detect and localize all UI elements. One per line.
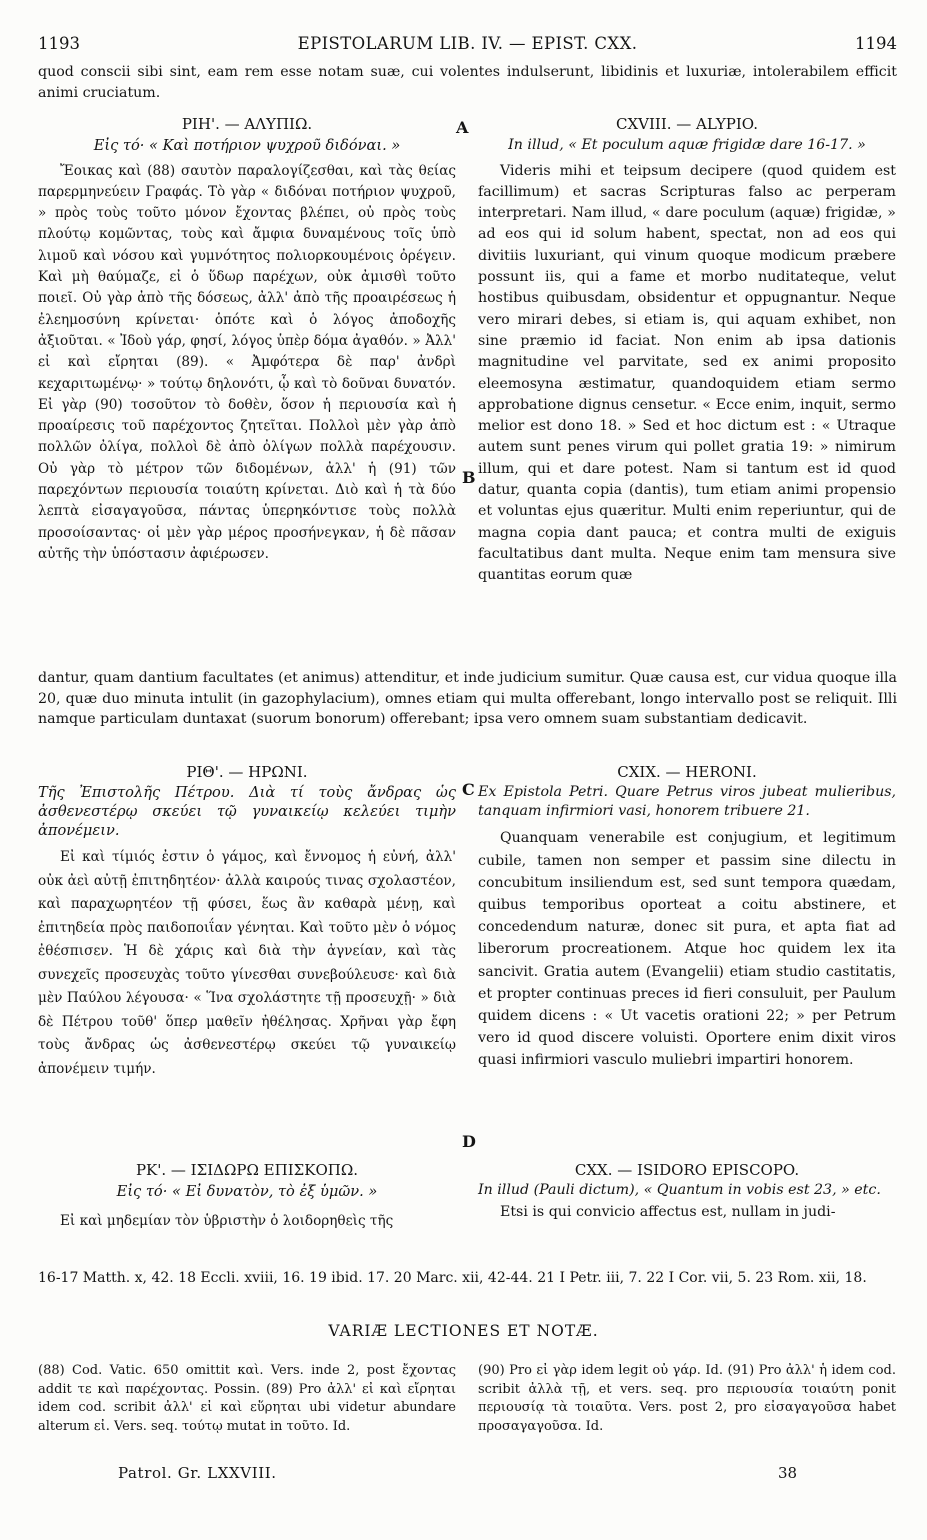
margin-letter-c: C [462,780,475,799]
ep118-greek-text: Ἔοικας καὶ (88) σαυτὸν παραλογίζεσθαι, καὶ τὰς θείας παρερμηνεύειν Γραφάς. Τὸ γὰρ « διδόναι ποτήριον ψυχροῦ, » πρὸς τοὺς τοῦτο μόνον ἔχοντας βλέπει, οὐ πρὸς τοὺς πλούτῳ κομῶντας, τοὺς καὶ ἄμφια δυναμένους τοῖς ὑπὸ λιμοῦ καὶ νόσου καὶ γυμνότητος πολιορκουμένοις ὀρέγειν. Καὶ μὴ θαύμαζε, εἰ ὁ ὕδωρ παρέχων, οὐκ ἀμισθὶ τοῦτο ποιεῖ. Οὐ γὰρ ἀπὸ τῆς δόσεως, ἀλλ' ἀπὸ τῆς προαιρέσεως ἡ ἐλεημοσύνη κρίνεται· ὁπότε καὶ ὁ λόγος ἀποδοχῆς ἀξιοῦται. « Ἰδοὺ γάρ, φησί, λόγος ὑπὲρ δόμα ἀγαθόν. » Ἀλλ' εἰ καὶ εἴρηται (89). « Ἀμφότερα δὲ παρ' ἀνδρὶ κεχαριτωμένῳ· » τούτῳ δηλονότι, ᾧ καὶ τὸ δοῦναι δυνατόν. Εἰ γὰρ (90) τοσοῦτον τὸ δοθὲν, ὅσον ἡ περιουσία καὶ ἡ προαίρεσις τοῦ παρέχοντος ζητεῖται. Πολλοὶ μὲν γὰρ ἀπὸ πολλῶν ὀλίγα, πολλοὶ δὲ ἀπὸ ὀλίγων πολλὰ παρέχουσιν. Οὐ γὰρ τὸ μέτρον τῶν διδομένων, ἀλλ' ἡ (91) τῶν παρεχόντων περιουσία τοιαύτη κρίνεται. Διὸ καὶ ἡ τὰ δύο λεπτὰ εἰσαγαγοῦσα, πάντας ὑπερηκόντισε τοὺς πολλὰ προσοίσαντας· οἱ μὲν γὰρ μέρος προσήνεγκαν, ἡ δὲ πᾶσαν αὐτῆς τὴν ὑπόστασιν ἀφιέρωσεν. [38,162,456,562]
ep118-latin-subtitle: In illud, « Et poculum aquæ frigidæ dare 16-17. » [508,137,866,154]
ep119-latin [478,762,896,1072]
ep120-greek-subtitle: Εἰς τό· « Εἰ δυνατὸν, τὸ ἐξ ὑμῶν. » [116,1183,378,1201]
right-page-number: 1194 [855,34,897,53]
ep119-latin-text: Quanquam venerabile est conjugium, et legitimum cubile, tamen non semper et passim sine dilectu in concubitum insiliendum est, sed sunt tempora quædam, quibus temporibus oporteat a coitu abstinere, et concedendum naturæ, donec sit pura, et apta fiat ad liberorum procreationem. Atque hoc quidem lex ita sancivit. Gratia autem (Evangelii) etiam studio castitatis, et propter continuas preces id fieri consuluit, per Paulum quidem dicens : « Ut vacetis orationi 22; » per Petrum vero id quod discere voluisti. Oportere enim dixit viros quasi infirmiori vasculo muliebri impartiri honorem. [478,830,896,1069]
margin-letter-d: D [462,1132,476,1151]
ep118-continuation: dantur, quam dantium facultates (et animus) attenditur, et inde judicium sumitur. Quæ causa est, cur vidua quoque illa 20, quæ duo minuta intulit (in gazophylacium), omnes etiam qui multa offerebant, longo intervallo post se reliquit. Illi namque particulam duntaxat (suorum bonorum) offerebant; ipsa vero omnem suam substantiam dedicavit. [38,670,897,728]
variae-notes-right: (90) Pro εἰ γὰρ idem legit οὐ γάρ. Id. (91) Pro ἀλλ' ἡ idem cod. scribit ἀλλὰ τῇ, et vers. seq. pro περιουσία τοιαύτη ponit περιουσίᾳ τὰ τοιαῦτα. Vers. post 2, pro εἰσαγαγοῦσα habet προσαγαγοῦσα. Id. [478,1363,896,1434]
ep119-latin-title: CXIX. — HERONI. [617,763,757,781]
ep120-latin-title: CXX. — ISIDORO EPISCOPO. [574,1161,800,1179]
footer-signature: 38 [778,1464,798,1482]
ep118-latin-text: Videris mihi et teipsum decipere (quod quidem est facillimum) et sacras Scripturas falso ac perperam interpretari. Nam illud, « dare poculum (aquæ) frigidæ, » ad eos qui id solum habent, spectat, non ad eos qui divitiis luxuriant, qui vinum quoque modicum præbere possunt iis, qui a fame et morbo nuditateque, velut hostibus quibusdam, obsidentur et oppugnantur. Neque vero mirari debes, si etiam is, qui aquam exhibet, non sine præmio id faciat. Non enim ab ipsa dationis magnitudine vel parvitate, sed ex animi proposito eleemosyna æstimatur, quandoquidem etiam sermo approbatione dignus censetur. « Ecce enim, inquit, sermo melior est dono 18. » Sed et hoc dictum est : « Utraque autem sunt penes virum qui pollet gratia 19: » nimirum illum, qui et dare potest. Nam si tantum est id quod datur, quanta copia (dantis), tum etiam animi propensio et voluntas ejus quæritur. Multi enim reperiuntur, qui de magna copia dant pauca; et contra multi de exiguis facultatibus dant multa. Neque enim tam mensura sive quantitas eorum quæ [478,162,896,584]
intro-text: quod conscii sibi sint, eam rem esse notam suæ, cui volentes indulserunt, libidinis et luxuriæ, intolerabilem efficit animi cruciatum. [38,64,897,101]
ep119-greek [38,762,456,1081]
ep118-latin [478,114,896,587]
margin-letter-b: B [462,468,476,487]
footer-patrologia: Patrol. Gr. LXXVIII. [118,1464,277,1482]
ep120-greek [38,1160,456,1232]
left-page-number: 1193 [38,34,80,53]
ep120-latin-subtitle: In illud (Pauli dictum), « Quantum in vobis est 23, » etc. [478,1182,881,1199]
running-title: EPISTOLARUM LIB. IV. — EPIST. CXX. [297,34,638,53]
ep120-greek-title: ΡΚ'. — ΙΣΙΔΩΡΩ ΕΠΙΣΚΟΠΩ. [135,1161,359,1179]
variae-heading: VARIÆ LECTIONES ET NOTÆ. [328,1322,599,1340]
page-header [38,34,897,60]
ep119-greek-subtitle: Τῆς Ἐπιστολῆς Πέτρου. Διὰ τί τοὺς ἄνδρας ὡς ἀσθενεστέρῳ σκεύει τῷ γυναικείῳ κελεύει τιμὴν ἀπονέμειν. [38,784,456,840]
ep118-greek [38,114,456,565]
ep118-greek-subtitle: Εἰς τό· « Καὶ ποτήριον ψυχροῦ διδόναι. » [93,137,401,155]
ep118-greek-title: ΡΙΗ'. — ΑΛΥΠΙΩ. [181,115,313,133]
ep120-greek-text: Εἰ καὶ μηδεμίαν τὸν ὑβριστὴν ὁ λοιδορηθεὶς τῆς [60,1212,394,1229]
variae-notes-left: (88) Cod. Vatic. 650 omittit καὶ. Vers. inde 2, post ἔχοντας addit τε καὶ παρέχοντας. Possin. (89) Pro ἀλλ' εἰ καὶ εἴρηται idem cod. scribit ἀλλ' εἰ καὶ εὕρηται ubi videtur abundare alterum εἰ. Vers. seq. τούτῳ mutat in τοῦτο. Id. [38,1363,456,1434]
scripture-references: 16-17 Matth. x, 42. 18 Eccli. xviii, 16. 19 ibid. 17. 20 Marc. xii, 42-44. 21 I Petr. iii, 7. 22 I Cor. vii, 5. 23 Rom. xii, 18. [38,1270,867,1286]
ep119-latin-subtitle: Ex Epistola Petri. Quare Petrus viros jubeat mulieribus, tanquam infirmiori vasi, honorem tribuere 21. [478,784,896,820]
ep118-latin-title: CXVIII. — ALYPIO. [615,115,758,133]
ep119-greek-title: ΡΙΘ'. — ΗΡΩΝΙ. [186,763,308,781]
ep120-latin-text: Etsi is qui convicio affectus est, nullam in judi- [500,1204,836,1221]
ep119-greek-text: Εἰ καὶ τίμιός ἐστιν ὁ γάμος, καὶ ἔννομος ἡ εὐνή, ἀλλ' οὐκ ἀεὶ αὐτῇ ἐπιτηδητέον· ἀλλὰ καιρούς τινας σχολαστέον, καὶ παραχωρητέον τῇ φύσει, ἕως ἂν καθαρὰ μένῃ, καὶ ἐπιτηδεία πρὸς παιδοποιΐαν γένηται. Καὶ τοῦτο μὲν ὁ νόμος ἐθέσπισεν. Ἡ δὲ χάρις καὶ διὰ τὴν ἁγνείαν, καὶ τὰς συνεχεῖς προσευχὰς τοῦτο γίνεσθαι συνεβούλευσε· καὶ διὰ μὲν Παύλου λέγουσα· « Ἵνα σχολάστητε τῇ προσευχῇ· » διὰ δὲ Πέτρου τοῦθ' ὅπερ μαθεῖν ἠθέλησας. Χρῆναι γὰρ ἔφη τοὺς ἄνδρας ὡς ἀσθενεστέρῳ σκεύει τῷ γυναικείῳ ἀπονέμειν τιμήν. [38,849,456,1077]
ep120-latin [478,1160,896,1224]
margin-letter-a: A [456,118,469,137]
